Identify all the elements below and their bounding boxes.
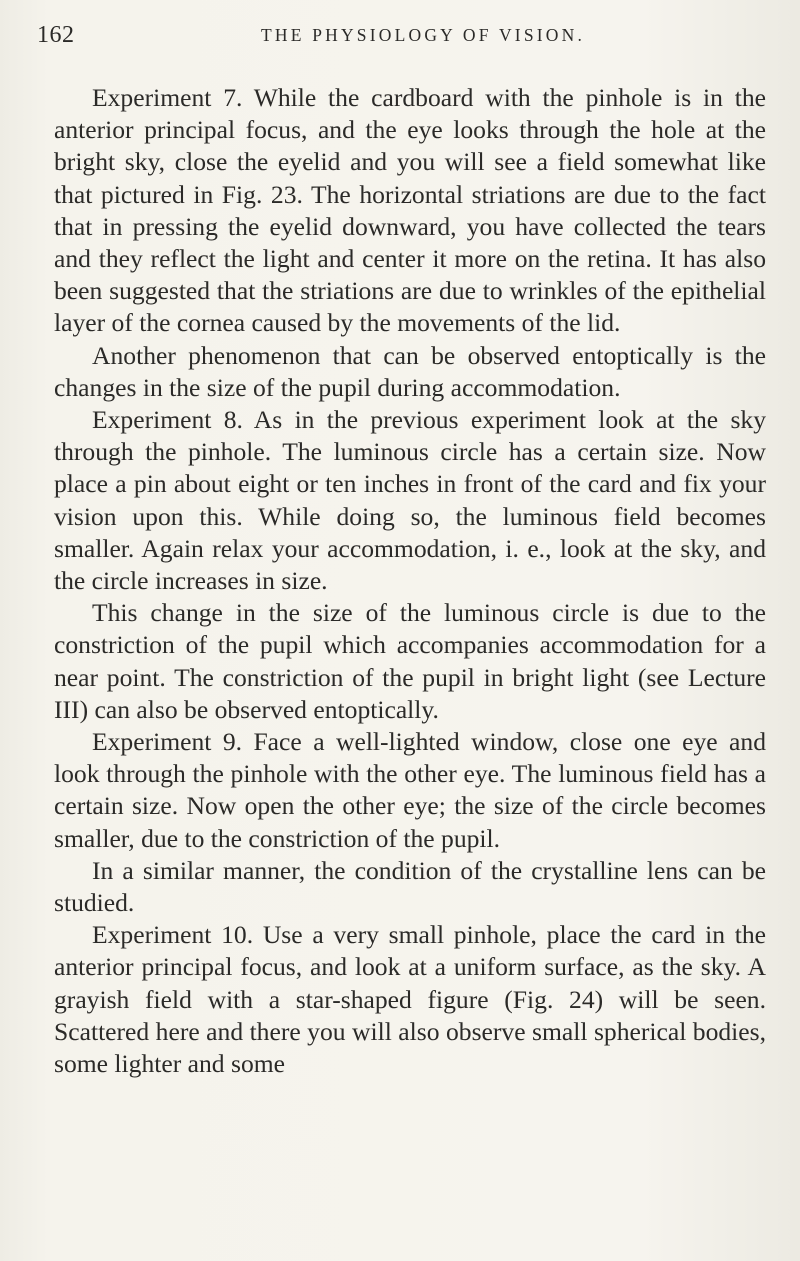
- paragraph-crystalline-lens: In a similar manner, the condition of the crystalline lens can be studied.: [54, 855, 766, 918]
- paragraph-experiment-10: Experiment 10. Use a very small pinhole, place the card in the anterior principal focus, and look at a uniform surface, as the sky. A grayish field with a star-shaped figure (Fig. 24) will be seen. Scattered here and there you will also observe small spherical bodies, some lighter and some: [54, 920, 766, 1079]
- paragraph-experiment-7: Experiment 7. While the cardboard with the pinhole is in the anterior principal focus, and the eye looks through the hole at the bright sky, close the eyelid and you will see a field somewhat like that pictured in Fig. 23. The horizontal striations are due to the fact that in pressing the eyelid downward, you have collected the tears and they reflect the light and center it more on the retina. It has also been suggested that the striations are due to wrinkles of the epithelial layer of the cornea caused by the movements of the lid.: [54, 83, 766, 338]
- paragraph-experiment-9: Experiment 9. Face a well-lighted window, close one eye and look through the pinhole with the other eye. The luminous field has a certain size. Now open the other eye; the size of the circle becomes smaller, due to the constriction of the pupil.: [54, 727, 766, 853]
- page-number: 162: [37, 22, 75, 48]
- paragraph-pupil-changes: Another phenomenon that can be observed entoptically is the changes in the size of the pupil during accommodation.: [54, 340, 766, 402]
- running-head: THE PHYSIOLOGY OF VISION.: [261, 25, 586, 45]
- page-body: [54, 82, 766, 1080]
- paragraph-experiment-8: Experiment 8. As in the previous experiment look at the sky through the pinhole. The luminous circle has a certain size. Now place a pin about eight or ten inches in front of the card and fix your vision upon this. While doing so, the luminous field becomes smaller. Again relax your accommodation, i. e., look at the sky, and the circle increases in size.: [54, 405, 766, 596]
- paragraph-constriction: This change in the size of the luminous circle is due to the constriction of the pupil which accompanies accommodation for a near point. The constriction of the pupil in bright light (see Lecture III) can also be observed entoptically.: [54, 598, 766, 724]
- page-header: [37, 22, 767, 52]
